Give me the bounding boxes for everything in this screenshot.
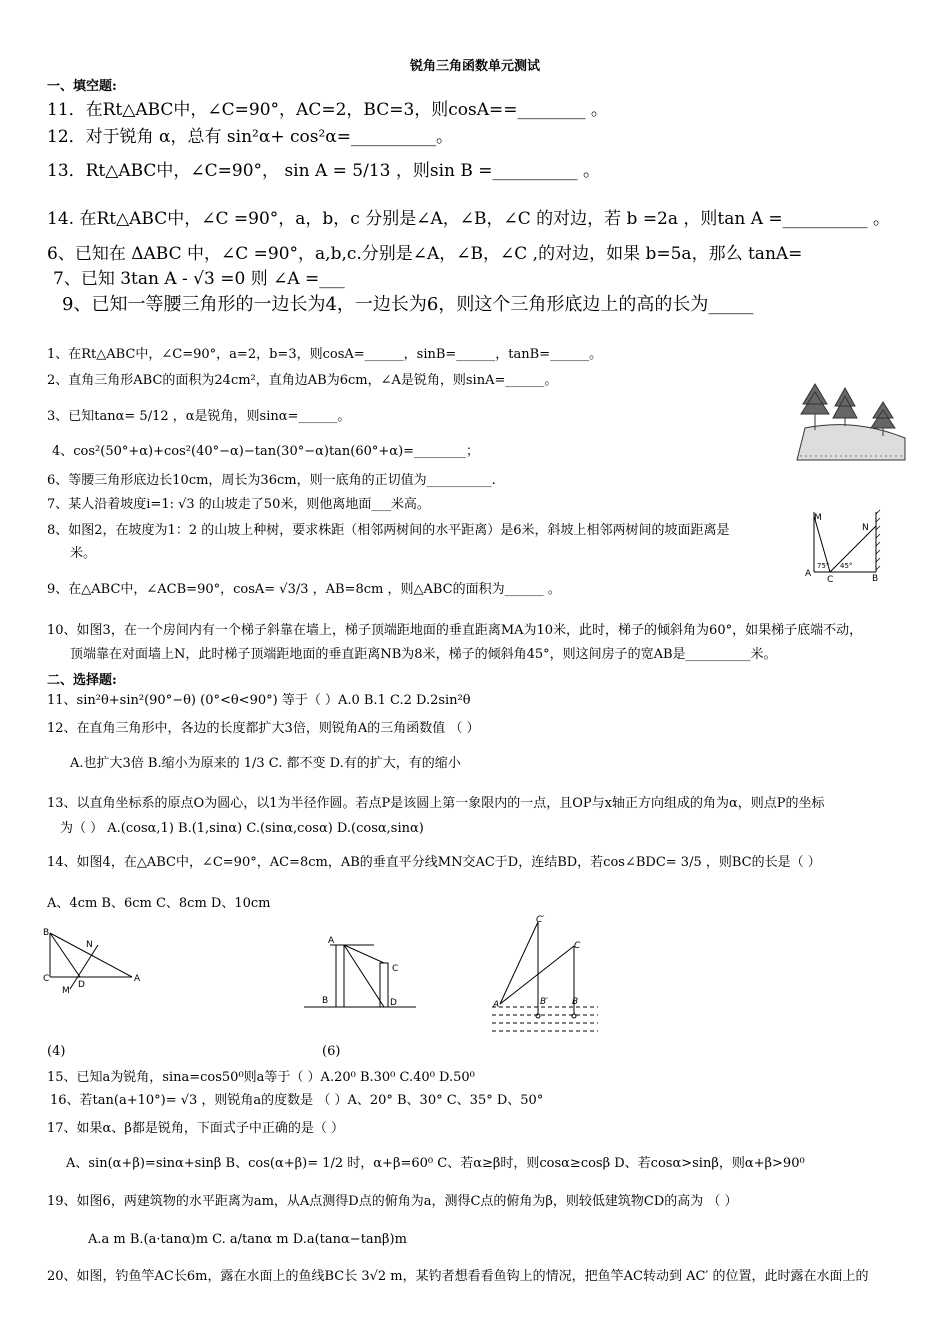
choice-question-12-options: A.也扩大3倍 B.缩小为原来的 1/3 C. 都不变 D.有的扩大，有的缩小 xyxy=(70,756,461,771)
fill-question-10-cont: 顶端靠在对面墙上N，此时梯子顶端距地面的垂直距离NB为8米，梯子的倾斜角45°，则这间房子的宽AB是__________米。 xyxy=(70,647,777,662)
hillside-trees-figure xyxy=(795,378,910,463)
question-13-top: 13．Rt△ABC中，∠C=90°， sin A = 5/13 ，则sin B =__________ 。 xyxy=(47,161,600,181)
choice-question-17-options: A、sin(α+β)=sinα+sinβ B、cos(α+β)= 1/2 时，α+β=60⁰ C、若α≥β时，则cosα≥cosβ D、若cosα>sinβ，则α+β>90⁰ xyxy=(66,1156,805,1171)
fig4-label-n: N xyxy=(86,940,93,950)
fill-question-9: 9、在△ABC中，∠ACB=90°，cosA= √3/3 ，AB=8cm ，则△ABC的面积为______ 。 xyxy=(47,582,561,597)
figure-caption-4: (4) xyxy=(47,1044,66,1059)
fig6-label-b: B xyxy=(322,996,329,1006)
choice-question-13-options: 为（ ） A.(cosα,1) B.(1,sinα) C.(sinα,cosα) D.(cosα,sinα) xyxy=(60,821,424,836)
choice-question-14-options: A、4cm B、6cm C、8cm D、10cm xyxy=(47,896,271,911)
fig4-label-a: A xyxy=(134,974,141,984)
fill-question-6: 6、等腰三角形底边长10cm，周长为36cm，则一底角的正切值为__________. xyxy=(47,473,496,488)
fill-question-10: 10、如图3，在一个房间内有一个梯子斜靠在墙上，梯子顶端距地面的垂直距离MA为10米，此时，梯子的倾斜角为60°，如果梯子底端不动， xyxy=(47,623,863,638)
question-12-top: 12．对于锐角 α，总有 sin²α+ cos²α=__________。 xyxy=(47,127,453,147)
fig6-label-a: A xyxy=(328,936,335,946)
choice-question-15: 15、已知a为锐角，sina=cos50⁰则a等于（ ）A.20⁰ B.30⁰ C.40⁰ D.50⁰ xyxy=(47,1070,475,1085)
fig2-angle-75: 75° xyxy=(817,562,830,570)
fig4-label-b: B xyxy=(43,928,50,938)
fish-label-b-prime: B′ xyxy=(540,997,549,1007)
choice-question-14: 14、如图4，在△ABC中，∠C=90°，AC=8cm，AB的垂直平分线MN交AC于D，连结BD，若cos∠BDC= 3/5 ，则BC的长是（ ） xyxy=(47,855,821,870)
fill-question-7: 7、某人沿着坡度i=1: √3 的山坡走了50米，则他离地面___米高。 xyxy=(47,497,430,512)
fig2-label-m: M xyxy=(814,513,822,523)
section-heading-choice: 二、选择题: xyxy=(47,673,117,688)
choice-question-13: 13、以直角坐标系的原点O为圆心，以1为半径作圆。若点P是该圆上第一象限内的一点，且OP与x轴正方向组成的角为α，则点P的坐标 xyxy=(47,796,825,811)
question-14-top: 14. 在Rt△ABC中，∠C =90°，a，b，c 分别是∠A，∠B，∠C 的对边，若 b =2a ，则tan A =__________ 。 xyxy=(47,209,891,229)
page-title: 锐角三角函数单元测试 xyxy=(409,59,540,74)
fig6-label-c: C xyxy=(392,964,399,974)
fill-question-4: 4、cos²(50°+α)+cos²(40°−α)−tan(30°−α)tan(60°+α)=________； xyxy=(52,444,480,459)
fill-question-2: 2、直角三角形ABC的面积为24cm²，直角边AB为6cm，∠A是锐角，则sinA=______。 xyxy=(47,373,558,388)
fill-question-3: 3、已知tanα= 5/12 ，α是锐角，则sinα=______。 xyxy=(47,409,351,424)
choice-question-11: 11、sin²θ+sin²(90°−θ) (0°<θ<90°) 等于（ ）A.0 B.1 C.2 D.2sin²θ xyxy=(47,693,471,708)
fish-label-a: A xyxy=(493,1000,500,1010)
figure-4-triangle xyxy=(40,925,150,1000)
figure-2-ladder xyxy=(800,508,895,583)
fill-question-8-cont: 米。 xyxy=(70,546,97,561)
question-6-top: 6、已知在 ΔABC 中，∠C =90°，a,b,c.分别是∠A，∠B，∠C ,的对边，如果 b=5a，那么 tanA= xyxy=(47,244,803,264)
section-heading-fill: 一、填空题: xyxy=(47,79,117,94)
fig2-angle-45: 45° xyxy=(840,562,853,570)
fig2-label-b: B xyxy=(872,574,879,583)
fishing-rod-figure xyxy=(488,912,603,1037)
choice-question-17: 17、如果α、β都是锐角，下面式子中正确的是（ ） xyxy=(47,1121,344,1136)
fig6-label-d: D xyxy=(390,998,397,1008)
question-11-top: 11．在Rt△ABC中，∠C=90°，AC=2，BC=3，则cosA==________ 。 xyxy=(47,100,608,120)
fig4-label-d: D xyxy=(78,980,85,990)
fig2-label-n: N xyxy=(862,523,869,533)
choice-question-16: 16、若tan(a+10°)= √3 ，则锐角a的度数是 （ ）A、20° B、30° C、35° D、50° xyxy=(50,1093,544,1108)
fill-question-1: 1、在Rt△ABC中，∠C=90°，a=2，b=3，则cosA=______，sinB=______，tanB=______。 xyxy=(47,347,603,362)
question-7-top: 7、已知 3tan A - √3 =0 则 ∠A =___ xyxy=(53,269,345,289)
figure-caption-6: (6) xyxy=(322,1044,341,1059)
fig4-label-c: C xyxy=(43,974,50,984)
figure-6-buildings xyxy=(300,933,420,1013)
fish-label-b: B xyxy=(572,997,579,1007)
choice-question-12: 12、在直角三角形中，各边的长度都扩大3倍，则锐角A的三角函数值 （ ） xyxy=(47,721,480,736)
choice-question-20: 20、如图，钓鱼竿AC长6m，露在水面上的鱼线BC长 3√2 m，某钓者想看看鱼钩上的情况，把鱼竿AC转动到 AC′ 的位置，此时露在水面上的 xyxy=(47,1269,869,1284)
fig4-label-m: M xyxy=(62,986,70,996)
choice-question-19: 19、如图6，两建筑物的水平距离为am，从A点测得D点的俯角为a，测得C点的俯角为β，则较低建筑物CD的高为 （ ） xyxy=(47,1194,738,1209)
choice-question-19-options: A.a m B.(a·tanα)m C. a/tanα m D.a(tanα−tanβ)m xyxy=(88,1232,407,1247)
fish-label-c: C xyxy=(574,941,581,951)
question-9-top: 9、已知一等腰三角形的一边长为4，一边长为6，则这个三角形底边上的高的长为_____ xyxy=(62,294,754,315)
fig2-label-c: C xyxy=(827,575,834,583)
fill-question-8: 8、如图2，在坡度为1：2 的山坡上种树，要求株距（相邻两树间的水平距离）是6米，斜坡上相邻两树间的坡面距离是 xyxy=(47,523,730,538)
fig2-label-a: A xyxy=(805,569,812,579)
fish-label-c-prime: C′ xyxy=(536,915,545,925)
